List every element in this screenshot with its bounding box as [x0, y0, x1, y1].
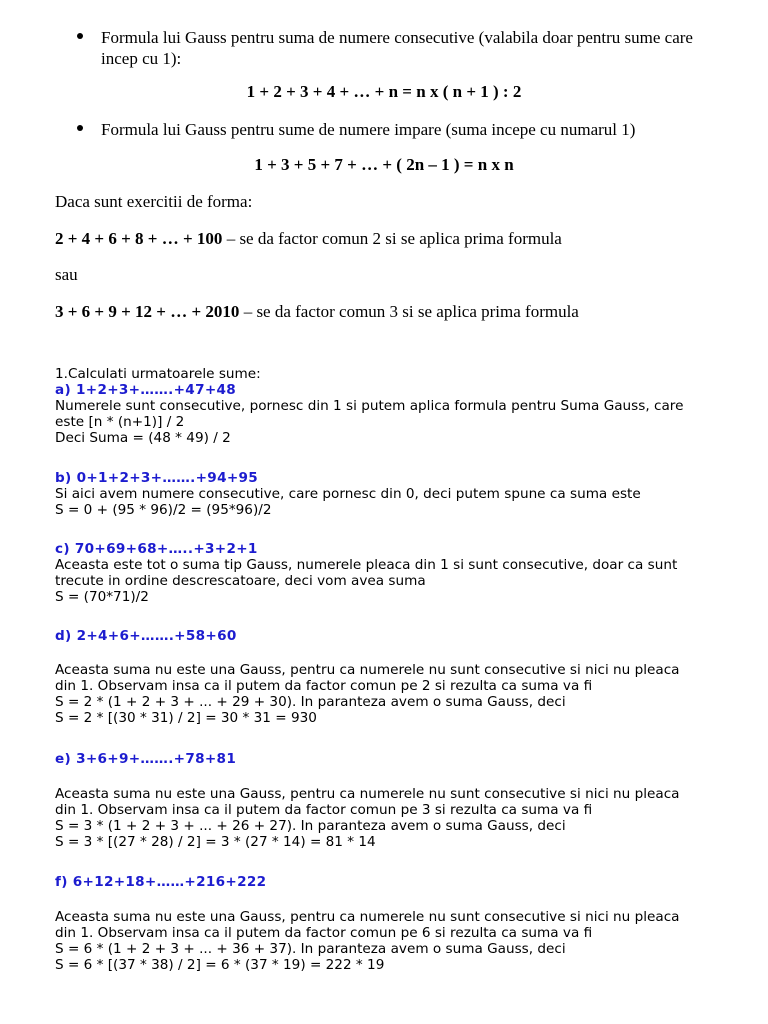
bullet-icon — [77, 33, 83, 39]
exercise-line: Aceasta suma nu este una Gauss, pentru ca numerele nu sunt consecutive si nici nu pleaca — [55, 786, 680, 802]
exercise-line: S = 3 * (1 + 2 + 3 + ... + 26 + 27). In paranteza avem o suma Gauss, deci — [55, 818, 566, 834]
exercise-line: Numerele sunt consecutive, pornesc din 1 si putem aplica formula pentru Suma Gauss, care — [55, 398, 684, 414]
exercise-line: S = 6 * (1 + 2 + 3 + ... + 36 + 37). In paranteza avem o suma Gauss, deci — [55, 941, 566, 957]
exercise-c — [55, 541, 745, 605]
exercise-line: S = 3 * [(27 * 28) / 2] = 3 * (27 * 14) = 81 * 14 — [55, 834, 376, 850]
example-expression: 3 + 6 + 9 + 12 + … + 2010 — [55, 302, 240, 321]
exercise-title-b: b) 0+1+2+3+…….+94+95 — [55, 470, 259, 486]
exercise-line: Aceasta suma nu este una Gauss, pentru ca numerele nu sunt consecutive si nici nu pleaca — [55, 909, 680, 925]
exercise-line: din 1. Observam insa ca il putem da factor comun pe 6 si rezulta ca suma va fi — [55, 925, 593, 941]
intro-text: Daca sunt exercitii de forma: — [55, 192, 253, 211]
exercise-line: Aceasta suma nu este una Gauss, pentru ca numerele nu sunt consecutive si nici nu pleaca — [55, 662, 680, 678]
example-line-1 — [55, 229, 562, 249]
example-explanation: – se da factor comun 3 si se aplica prima formula — [239, 302, 579, 321]
exercise-line: S = 2 * [(30 * 31) / 2] = 30 * 31 = 930 — [55, 710, 317, 726]
exercise-f — [55, 874, 745, 973]
example-expression: 2 + 4 + 6 + 8 + … + 100 — [55, 229, 223, 248]
bullet-text-line: Formula lui Gauss pentru sume de numere impare (suma incepe cu numarul 1) — [101, 120, 636, 139]
formula-consecutive: 1 + 2 + 3 + 4 + … + n = n x ( n + 1 ) : 2 — [246, 82, 522, 101]
exercise-line: S = 0 + (95 * 96)/2 = (95*96)/2 — [55, 502, 272, 518]
exercise-line: Si aici avem numere consecutive, care pornesc din 0, deci putem spune ca suma este — [55, 486, 641, 502]
bullet-text-line: incep cu 1): — [101, 49, 182, 68]
exercise-line: S = (70*71)/2 — [55, 589, 149, 605]
exercise-title-c: c) 70+69+68+…..+3+2+1 — [55, 541, 258, 557]
exercise-title-d: d) 2+4+6+…….+58+60 — [55, 628, 237, 644]
example-explanation: – se da factor comun 2 si se aplica prima formula — [222, 229, 562, 248]
exercise-heading: 1.Calculati urmatoarele sume: — [55, 366, 261, 382]
exercise-line: este [n * (n+1)] / 2 — [55, 414, 185, 430]
exercise-line: din 1. Observam insa ca il putem da factor comun pe 2 si rezulta ca suma va fi — [55, 678, 593, 694]
exercise-line: din 1. Observam insa ca il putem da factor comun pe 3 si rezulta ca suma va fi — [55, 802, 593, 818]
bullet-icon — [77, 125, 83, 131]
exercise-e — [55, 751, 745, 850]
formula-odd: 1 + 3 + 5 + 7 + … + ( 2n – 1 ) = n x n — [254, 155, 514, 174]
exercise-line: Deci Suma = (48 * 49) / 2 — [55, 430, 231, 446]
exercise-heading-block — [55, 366, 745, 446]
bullet-text-line: Formula lui Gauss pentru suma de numere consecutive (valabila doar pentru sume care — [101, 28, 693, 47]
exercise-title-f: f) 6+12+18+……+216+222 — [55, 874, 267, 890]
exercise-title-a: a) 1+2+3+…….+47+48 — [55, 382, 237, 398]
exercise-b — [55, 470, 745, 518]
exercise-line: trecute in ordine descrescatoare, deci vom avea suma — [55, 573, 426, 589]
or-text: sau — [55, 265, 78, 284]
exercise-title-e: e) 3+6+9+…….+78+81 — [55, 751, 237, 767]
exercise-line: S = 6 * [(37 * 38) / 2] = 6 * (37 * 19) = 222 * 19 — [55, 957, 385, 973]
exercise-d — [55, 628, 745, 726]
exercise-line: S = 2 * (1 + 2 + 3 + ... + 29 + 30). In paranteza avem o suma Gauss, deci — [55, 694, 566, 710]
exercise-line: Aceasta este tot o suma tip Gauss, numerele pleaca din 1 si sunt consecutive, doar ca sunt — [55, 557, 678, 573]
example-line-2 — [55, 302, 579, 322]
